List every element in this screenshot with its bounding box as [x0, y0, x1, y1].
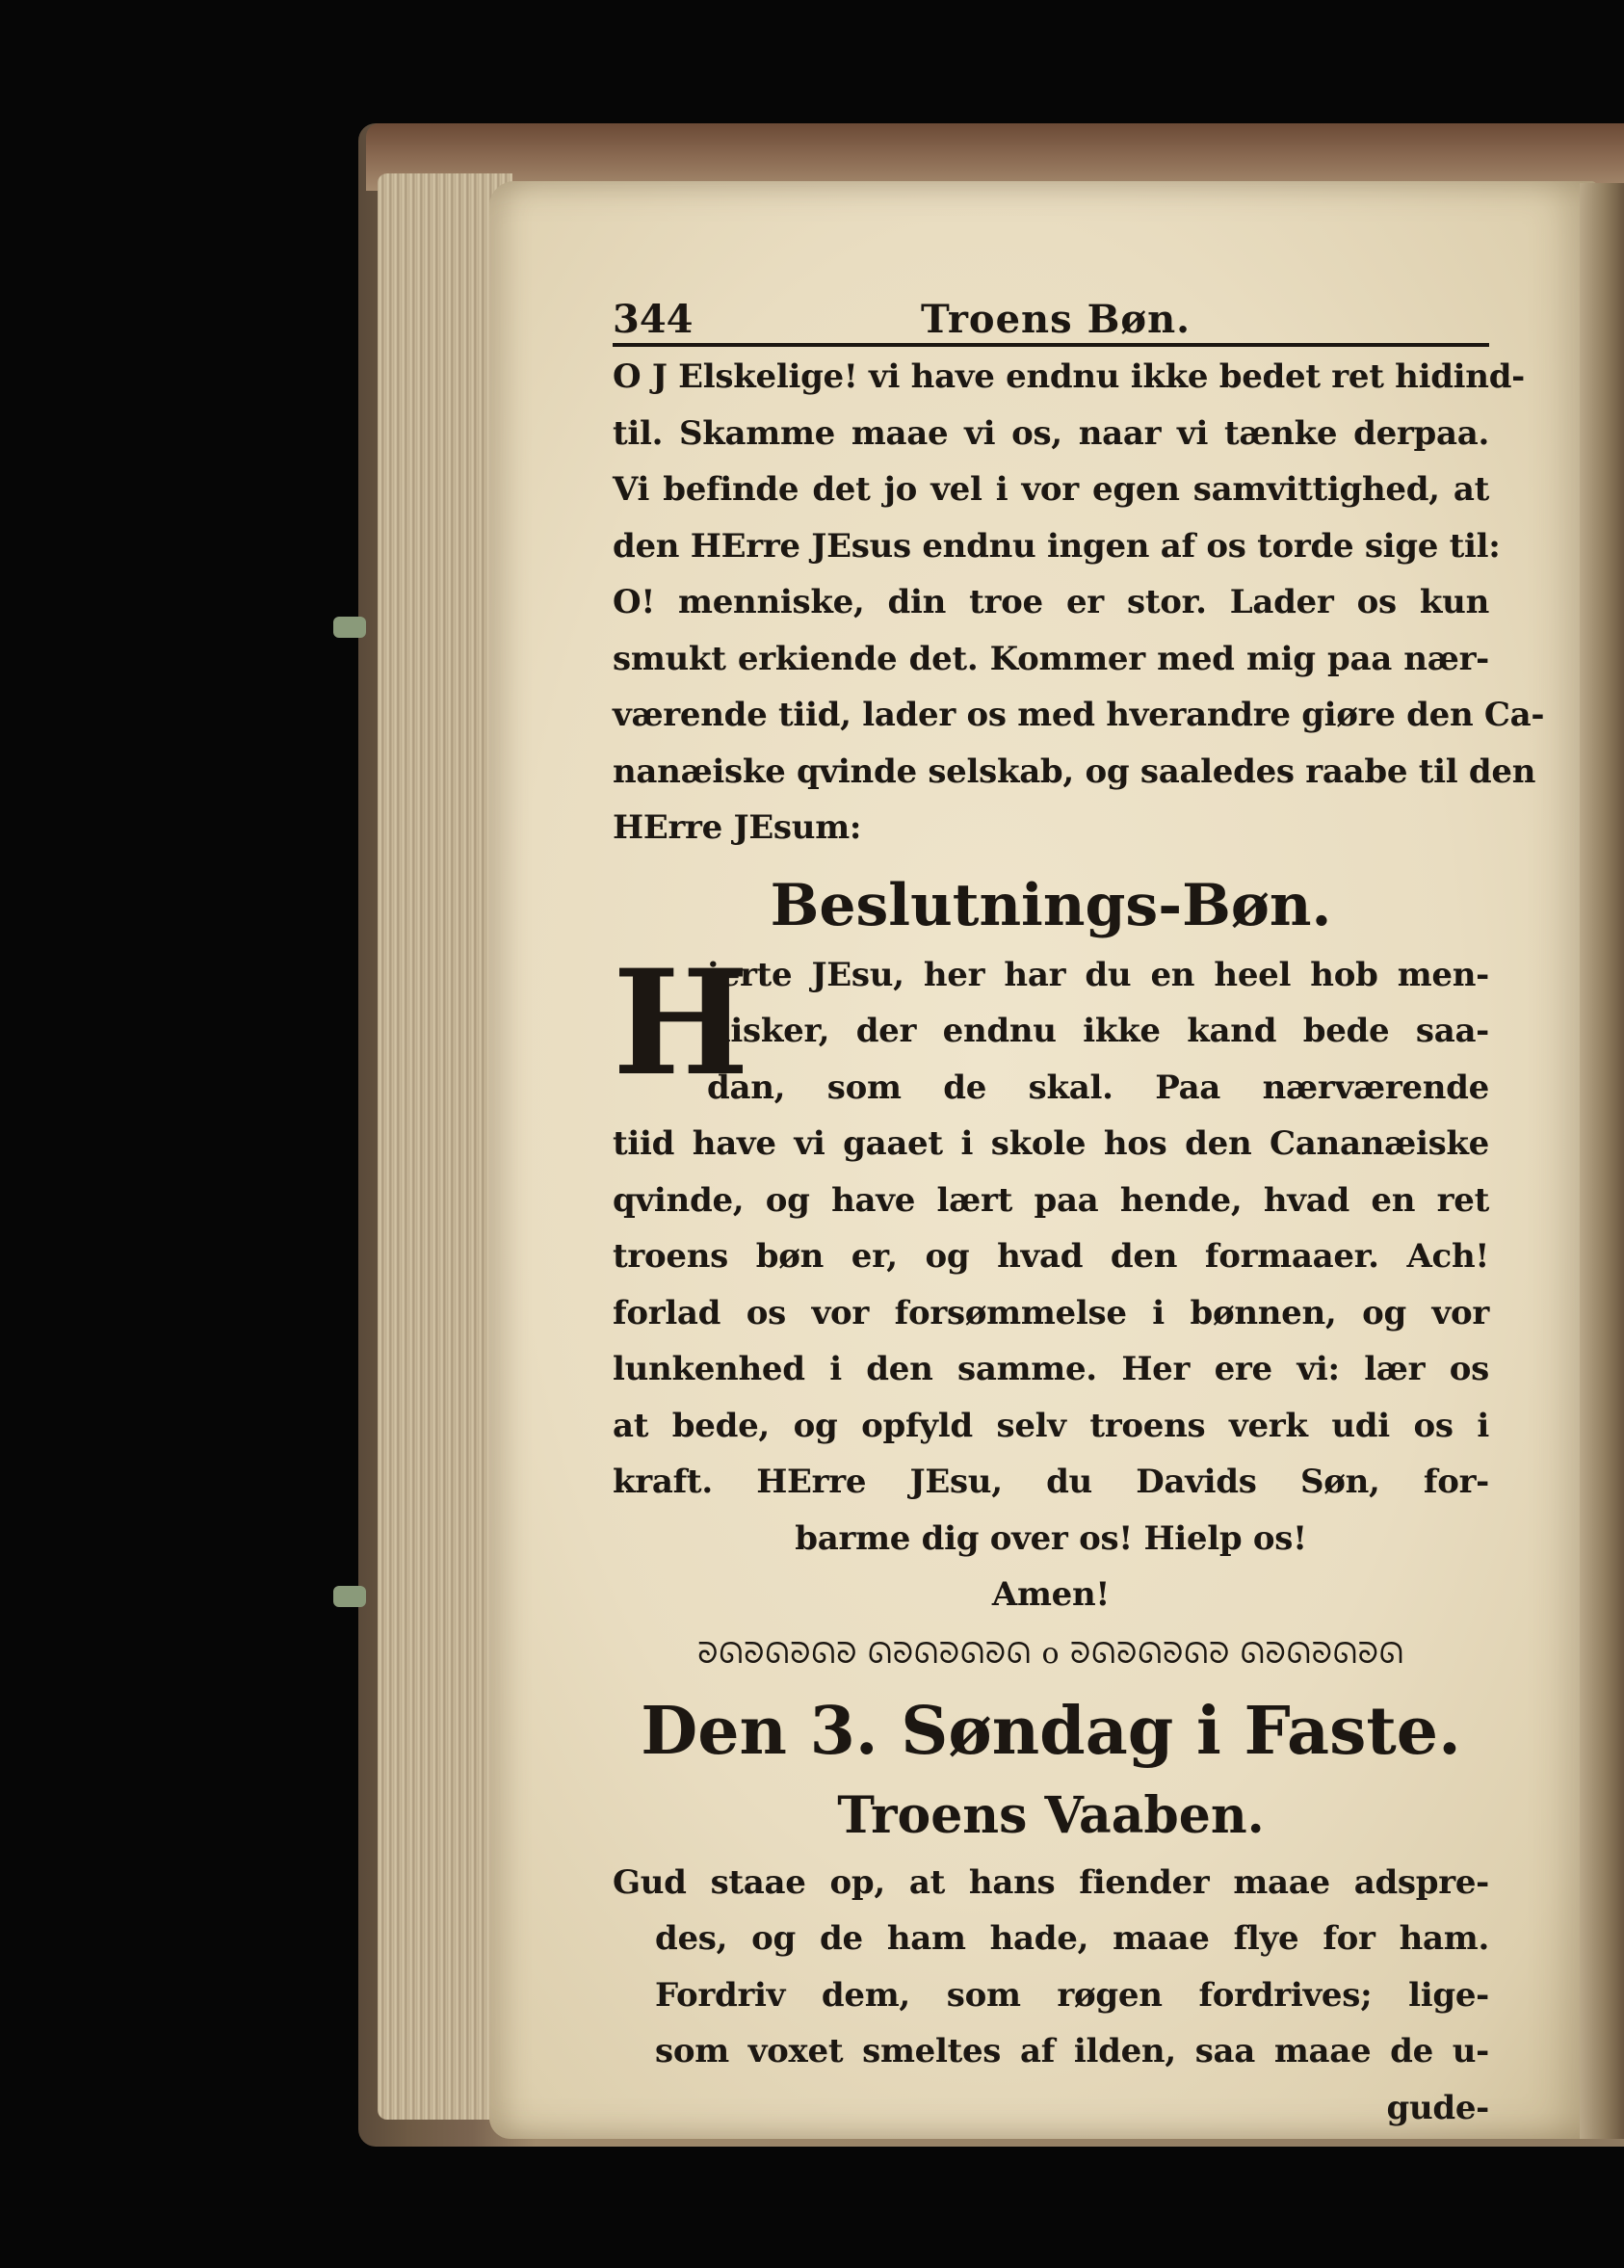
page-text: [613, 295, 1545, 2136]
text-line: O! menniske, din troe er stor. Lader os kun: [613, 583, 1489, 621]
intro-paragraph: [613, 349, 1545, 857]
text-line: des, og de ham hade, maae flye for ham.: [655, 1919, 1489, 1958]
text-line: den HErre JEsus endnu ingen af os torde sige til:: [613, 526, 1501, 566]
text-line: ierte JEsu, her har du en heel hob men-: [707, 955, 1489, 994]
section-paragraph: [613, 1855, 1489, 2137]
text-line: værende tiid, lader os med hverandre giøre den Ca-: [613, 696, 1545, 734]
text-line: forlad os vor forsømmelse i bønnen, og vor: [613, 1293, 1489, 1332]
text-line: nanæiske qvinde selskab, og saaledes raabe til den: [613, 752, 1536, 791]
text-line: at bede, og opfyld selv troens verk udi os i: [613, 1406, 1489, 1445]
text-line: troens bøn er, og hvad den formaaer. Ach!: [613, 1237, 1489, 1276]
text-line: smukt erkiende det. Kommer med mig paa nær-: [613, 639, 1489, 678]
text-line: tiid have vi gaaet i skole hos den Cananæiske: [613, 1124, 1489, 1163]
text-line: O J Elskelige! vi have endnu ikke bedet ret hidind-: [613, 357, 1525, 396]
clasp-bottom: [333, 1586, 366, 1607]
running-head: [613, 295, 1489, 347]
text-line: dan, som de skal. Paa nærværende: [707, 1068, 1489, 1107]
text-line: qvinde, og have lært paa hende, hvad en ret: [613, 1180, 1489, 1220]
text-line: til. Skamme maae vi os, naar vi tænke derpaa.: [613, 413, 1489, 453]
text-line: Gud staae op, at hans fiender maae adspre-: [613, 1862, 1489, 1902]
text-line: kraft. HErre JEsu, du Davids Søn, for-: [613, 1463, 1489, 1501]
ornamental-divider: ᘐᘏᘐᘏᘐᘏᘐ ᘏᘐᘏᘐᘏᘐᘏ o ᘐᘏᘐᘏᘐᘏᘐ ᘏᘐᘏᘐᘏᘐᘏ: [697, 1636, 1404, 1671]
prayer-title: Beslutnings-Bøn.: [770, 871, 1332, 939]
section-title: Den 3. Søndag i Faste.: [641, 1692, 1461, 1770]
amen-line: Amen!: [991, 1575, 1111, 1614]
text-line: HErre JEsum:: [613, 808, 862, 847]
text-line: Vi befinde det jo vel i vor egen samvittighed, at: [613, 470, 1489, 509]
page-number: 344: [613, 297, 694, 342]
catchword: gude-: [1386, 2088, 1489, 2127]
text-line: lunkenhed i den samme. Her ere vi: lær os: [613, 1350, 1489, 1388]
text-line: barme dig over os! Hielp os!: [795, 1518, 1307, 1558]
running-title: Troens Bøn.: [921, 297, 1192, 342]
clasp-top: [333, 617, 366, 638]
drop-cap: H: [613, 937, 749, 1108]
text-line: nisker, der endnu ikke kand bede saa-: [707, 1012, 1489, 1050]
page-gutter: [1580, 183, 1624, 2139]
section-subtitle: Troens Vaaben.: [837, 1785, 1265, 1845]
text-line: Fordriv dem, som røgen fordrives; lige-: [655, 1975, 1489, 2015]
prayer-body: [613, 937, 1489, 1623]
text-line: som voxet smeltes af ilden, saa maae de u-: [655, 2032, 1489, 2070]
